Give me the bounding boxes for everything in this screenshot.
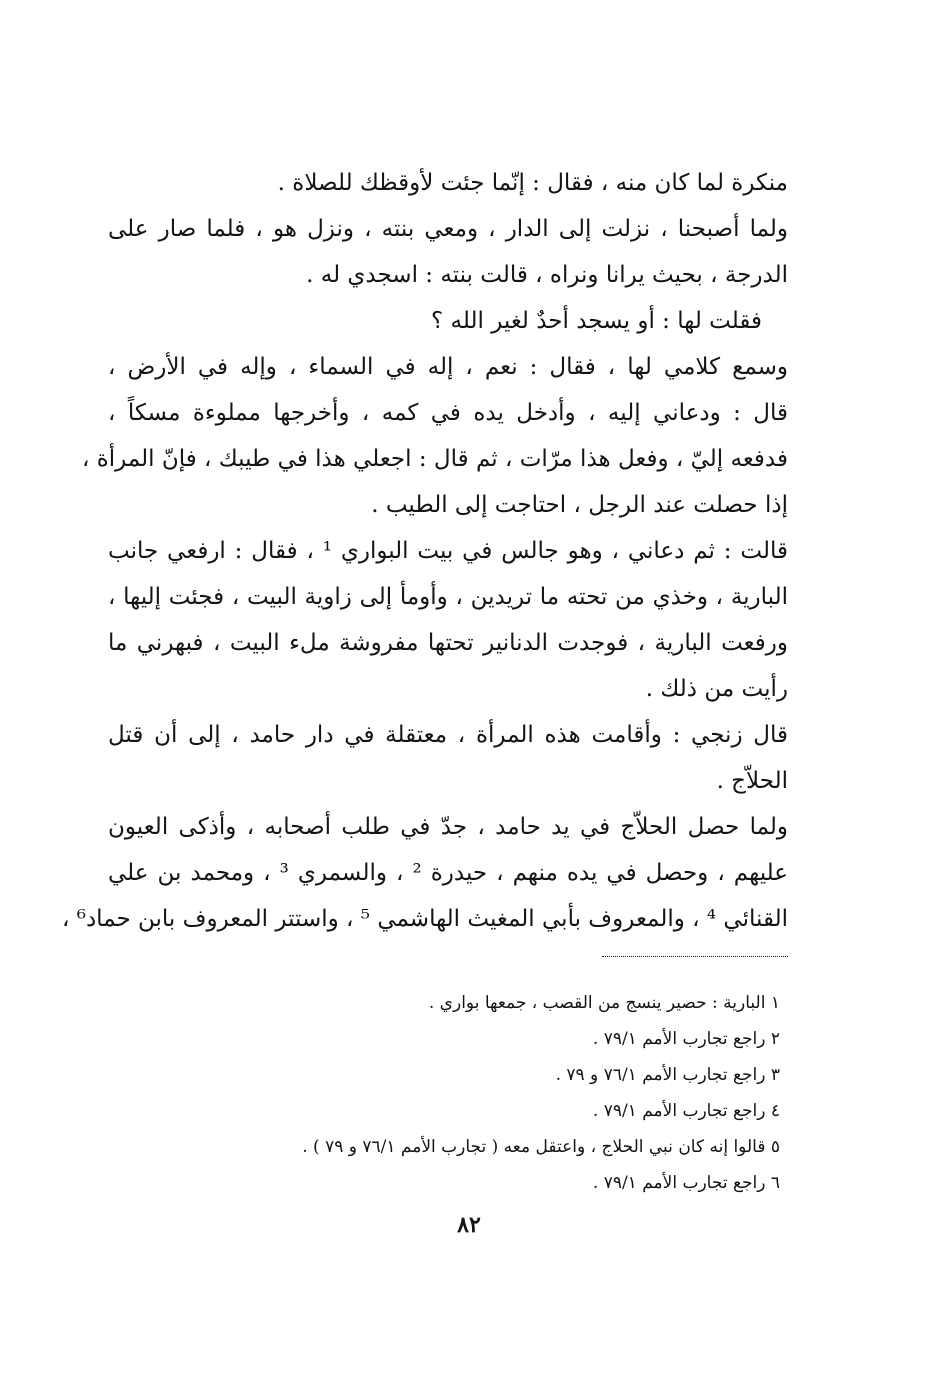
- text-line: الدرجة ، بحيث يرانا ونراه ، قالت بنته : اسجدي له .: [306, 262, 788, 288]
- footnote-item: ٢ راجع تجارب الأمم ٧٩/١ .: [592, 1029, 780, 1049]
- text-line: منكرة لما كان منه ، فقال : إنّما جئت لأوقظك للصلاة .: [277, 170, 788, 196]
- text-line: قالت : ثم دعاني ، وهو جالس في بيت البواري ¹ ، فقال : ارفعي جانب: [108, 538, 788, 564]
- text-line: قال : ودعاني إليه ، وأدخل يده في كمه ، وأخرجها مملوءة مسكاً ،: [108, 400, 788, 426]
- text-line: ولما أصبحنا ، نزلت إلى الدار ، ومعي بنته ، ونزل هو ، فلما صار على: [108, 216, 788, 242]
- text-line: فدفعه إليّ ، وفعل هذا مرّات ، ثم قال : اجعلي هذا في طيبك ، فإنّ المرأة ،: [81, 446, 788, 472]
- text-line: البارية ، وخذي من تحته ما تريدين ، وأومأ إلى زاوية البيت ، فجئت إليها ،: [108, 584, 788, 610]
- page-number: ٨٢: [457, 1212, 481, 1238]
- footnote-item: ٦ راجع تجارب الأمم ٧٩/١ .: [592, 1173, 780, 1193]
- text-line: ولما حصل الحلاّج في يد حامد ، جدّ في طلب أصحابه ، وأذكى العيون: [108, 814, 788, 840]
- text-line: وسمع كلامي لها ، فقال : نعم ، إله في السماء ، وإله في الأرض ،: [108, 354, 788, 380]
- text-line: عليهم ، وحصل في يده منهم ، حيدرة ² ، والسمري ³ ، ومحمد بن علي: [108, 860, 788, 886]
- text-line: ورفعت البارية ، فوجدت الدنانير تحتها مفروشة ملء البيت ، فبهرني ما: [108, 630, 788, 656]
- footnote-item: ٥ قالوا إنه كان نبي الحلاج ، واعتقل معه ( تجارب الأمم ٧٦/١ و ٧٩ ) .: [302, 1137, 780, 1157]
- footnote-divider: [602, 956, 788, 957]
- text-line: رأيت من ذلك .: [645, 676, 788, 702]
- footnote-item: ٤ راجع تجارب الأمم ٧٩/١ .: [592, 1101, 780, 1121]
- text-line: قال زنجي : وأقامت هذه المرأة ، معتقلة في دار حامد ، إلى أن قتل: [108, 722, 788, 748]
- text-line: إذا حصلت عند الرجل ، احتاجت إلى الطيب .: [371, 492, 788, 518]
- footnote-item: ١ البارية : حصير ينسج من القصب ، جمعها بواري .: [428, 993, 780, 1013]
- text-line: الحلاّج .: [716, 768, 788, 794]
- text-line: القنائي ⁴ ، والمعروف بأبي المغيث الهاشمي ⁵ ، واستتر المعروف بابن حماد⁶ ،: [61, 906, 788, 932]
- footnote-item: ٣ راجع تجارب الأمم ٧٦/١ و ٧٩ .: [555, 1065, 780, 1085]
- text-line: فقلت لها : أو يسجد أحدٌ لغير الله ؟: [431, 308, 762, 334]
